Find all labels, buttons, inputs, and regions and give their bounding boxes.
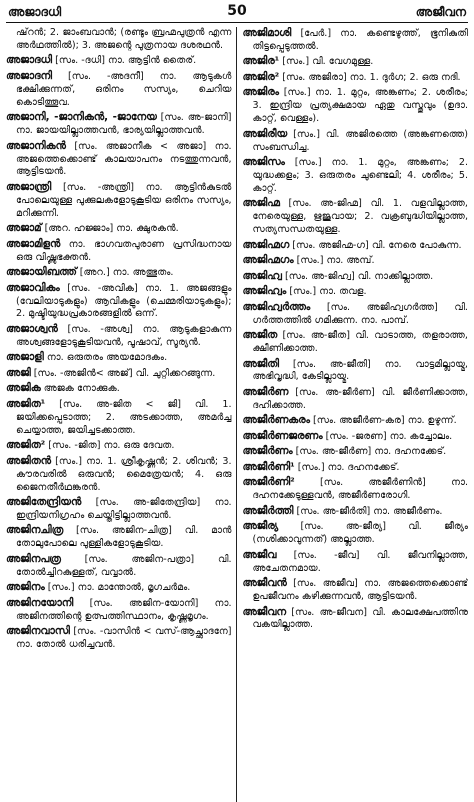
entry-definition: [സം. -അന്ത്രി] നാ. ആട്ടിൻകുടൽ പോലെയുള്ള പുക്കുലകളോടുകൂടിയ ഒരിനം സസ്യം, മറിക്കുന്നി. — [16, 181, 232, 219]
dictionary-entry — [6, 351, 232, 365]
entry-definition: [സം.] വി. അജിരത്തെ (അങ്കണത്തെ) സംബന്ധിച്ച. — [252, 128, 468, 153]
dictionary-entry — [242, 270, 468, 284]
header-left-guideword: അജാദധി — [8, 5, 62, 19]
entry-definition: [സം. അ-ജാനി] നാ. ജായയില്ലാത്തവൻ, ഭാര്യയില്ലാത്തവൻ. — [16, 112, 232, 137]
columns — [6, 27, 468, 802]
dictionary-entry — [6, 323, 232, 350]
entry-definition: [സം. അ-ജിഹ്വ] വി. നാക്കില്ലാത്ത. — [284, 270, 434, 282]
dictionary-entry — [242, 549, 468, 576]
dictionary-entry — [242, 128, 468, 155]
entry-headword: അജിതൻ — [6, 454, 51, 467]
entry-headword: അജായിബത്ത് — [6, 266, 77, 279]
entry-headword: അജാനികൻ — [6, 139, 66, 152]
entry-headword: അജിനപത്ര — [6, 552, 61, 565]
entry-headword: അജിമാശി — [242, 27, 292, 39]
dictionary-entry — [6, 597, 232, 624]
dictionary-entry — [242, 86, 468, 126]
entry-definition: [സം. -ജിത] നാ. ഒരു ദേവത. — [48, 440, 175, 452]
entry-definition: [സം. അ-ജീതി] നാ. വാട്ടമില്ലായ്മ, അഭിവൃദ്ധി, കേടില്ലായ്മ. — [252, 358, 468, 383]
entry-definition: [സം.] നാ. 1. ശ്രീകൃഷ്ണൻ; 2. ശിവൻ; 3. കൗരവരിൽ ഒരുവൻ; മൈത്രേയൻ; 4. ഒരു ജൈനതീർഥങ്കരൻ. — [16, 455, 232, 493]
entry-headword: അജാദധി — [6, 54, 53, 67]
entry-definition: [സം. -ജരണ] നാ. കച്ചോലം. — [325, 430, 453, 442]
dictionary-entry — [6, 398, 232, 438]
entry-headword: അജിനവാസി — [6, 625, 70, 638]
entry-definition: നാ. ഭാഗവതപുരാണ പ്രസിദ്ധനായ ഒരു വിഷ്ണുഭക്തൻ. — [16, 238, 232, 263]
entry-headword: അജാനി, -ജാനികൻ, -ജാനേയ — [6, 111, 157, 124]
entry-headword: അജിഹ്മ — [242, 197, 280, 210]
page-number: 50 — [227, 3, 247, 19]
entry-headword: അജാന്ത്രി — [6, 180, 52, 193]
entry-definition: [അറ. ഹജ്ജാം] നാ. ക്ഷുരകൻ. — [44, 223, 179, 235]
entry-definition: [സം. അജിഹ്വഗർത്ത] വി. ഗർത്തത്തിൽ ഗമിക്കുന്ന. നാ. പാമ്പ്. — [252, 301, 468, 326]
entry-definition: [സം. അ-ജിതേന്ദ്രിയ] നാ. ഇന്ദ്രിയനിഗ്രഹം ചെയ്തിട്ടില്ലാത്തവൻ. — [16, 497, 232, 521]
entry-definition: [സം.] വി. വേഗമുള്ള. — [282, 56, 374, 68]
entry-headword: അജീവൻ — [242, 577, 287, 590]
entry-headword: അജാളി — [6, 351, 44, 364]
entry-definition: ഷ്‌റൻ; 2. ജാംബവാൻ; (രണ്ടും ബ്രഹ്മപുത്രൻ എന്ന അർഥത്തിൽ); 3. അജന്റെ പുത്രനായ ദശരഥൻ. — [16, 27, 232, 51]
header-right-guideword: അജീവന — [415, 5, 466, 19]
entry-headword: അജീർണജരണം — [242, 429, 323, 442]
dictionary-entry — [242, 239, 468, 253]
entry-headword: അജിര² — [242, 70, 280, 83]
entry-headword: അജിനയോനി — [6, 596, 74, 609]
dictionary-entry — [6, 140, 232, 180]
dictionary-entry — [242, 71, 468, 85]
entry-headword: അജാവികം — [6, 281, 60, 294]
entry-definition: [സം.] നാ. 1. മുറ്റം, അങ്കണം; 2. ശരീരം; 3. ഇന്ദ്രിയ പ്രത്യക്ഷമായ ഏതു വസ്തുവും (ഉദാ. കാറ്റ്, വെള്ളം). — [252, 87, 468, 125]
dictionary-entry — [6, 496, 232, 523]
entry-headword: അജിഹ്വർത്തം — [242, 300, 311, 313]
entry-headword: അജീവ — [242, 548, 277, 561]
entry-definition: [സം. -ദധി] നാ. ആട്ടിൻ തൈര്. — [55, 55, 197, 67]
dictionary-entry — [242, 445, 468, 459]
entry-definition: [സം. അജീർണ-കര] നാ. ഉഴുന്ന്. — [313, 415, 457, 427]
entry-definition: [സം. അജിന-പത്രാ] വി. തോൽച്ചിറകുള്ളത്, വവ്വാൽ. — [16, 553, 232, 578]
entry-definition: [സം.] നാ. അമ്പ്. — [296, 255, 375, 267]
dictionary-entry — [6, 27, 232, 53]
dictionary-entry — [6, 70, 232, 110]
dictionary-entry — [242, 461, 468, 475]
entry-definition: [സം. അ-ജിഹ്മ] വി. 1. വളവില്ലാത്ത, നേരെയുള്ള, ഋജുവായ; 2. വക്രബുദ്ധിയില്ലാത്ത, സത്യസന്ധതയുള്ള. — [252, 198, 468, 236]
entry-headword: അജീര്യ — [242, 520, 279, 533]
entry-definition: [സം. അ-ജീത] വി. വാടാത്ത, തളരാത്ത, ക്ഷീണിക്കാത്ത. — [252, 330, 468, 355]
entry-definition: [സം. അജീർണിൻ] നാ. ദഹനക്കേടുള്ളവൻ, അജീർണരോഗി. — [252, 477, 468, 502]
dictionary-entry — [6, 455, 232, 495]
dictionary-entry — [6, 238, 232, 265]
right-column — [236, 27, 468, 802]
dictionary-entry — [6, 222, 232, 236]
dictionary-entry — [6, 625, 232, 652]
entry-definition: [സം. അ-ജീർതി] നാ. അജീർണം. — [296, 505, 443, 517]
entry-definition: [സം. അ-ജീര്യ] വി. ജീര്യം (നശിക്കാവുന്നത്) അല്ലാത്ത. — [252, 521, 468, 546]
entry-headword: അജിര¹ — [242, 55, 280, 68]
entry-headword: അജാമിളൻ — [6, 237, 61, 250]
dictionary-entry — [6, 382, 232, 396]
entry-headword: അജിനചിത്ര — [6, 524, 64, 537]
dictionary-entry — [242, 329, 468, 356]
entry-headword: അജി — [6, 366, 31, 379]
dictionary-entry — [242, 55, 468, 69]
entry-headword: അജിക — [6, 382, 41, 395]
dictionary-entry — [6, 553, 232, 580]
left-column — [6, 27, 236, 802]
entry-definition: [സം. അ-ജീവന] വി. കാലക്ഷേപത്തിനു വകയില്ലാത്ത. — [252, 606, 468, 631]
entry-headword: അജിത¹ — [6, 397, 46, 410]
entry-headword: അജിഹ്വം — [242, 285, 287, 298]
page-header — [6, 4, 468, 23]
entry-definition: [സം. അജിഹ്മ-ഗ] വി. നേരെ പോകുന്ന. — [292, 239, 462, 251]
entry-headword: അജിനം — [6, 581, 45, 594]
entry-definition: [സം.] നാ. ദഹനക്കേട്. — [297, 461, 400, 473]
entry-definition: [സം. -അദനീ] നാ. ആടുകൾ ഭക്ഷിക്കുന്നത്, ഒരിനം സസ്യം, ചെറിയ കൊടിത്തൂവ. — [16, 70, 232, 108]
entry-definition: [അറ.] നാ. അത്ഭുതം. — [79, 267, 174, 279]
entry-headword: അജിതേന്ദ്രിയൻ — [6, 496, 82, 508]
entry-definition: [സം. അജിരാ] നാ. 1. ദുർഗ; 2. ഒരു നദി. — [282, 71, 461, 83]
entry-definition: [സം. -അശ്വ] നാ. ആടുകളാകുന്ന അശ്വങ്ങളോടുകൂടിയവൻ, പൂഷാവ്, സൂര്യൻ. — [16, 323, 232, 348]
dictionary-entry — [6, 524, 232, 551]
entry-headword: അജാമ് — [6, 222, 42, 235]
dictionary-entry — [6, 367, 232, 381]
dictionary-entry — [242, 301, 468, 328]
entry-definition: [സം. അജിന-ചിത്ര] വി. മാൻ തോലുപോലെ പുള്ളികളോടുകൂടിയ. — [16, 525, 232, 550]
entry-definition: [സം. -വാസിൻ < വസ്-ആച്ഛാദനേ] നാ. തോൽ ധരിച്ചവൻ. — [16, 626, 232, 651]
entry-headword: അജീർണം — [242, 445, 293, 458]
entry-headword: അജീർണകരം — [242, 414, 310, 427]
entry-definition: [സം. -അവിക] നാ. 1. അജങ്ങളും (വേലിയാടുകളും) ആവികളും (ചെമ്മരിയാടുകളും); 2. മുഷ്ടിയുദ്ധപ്രകാരങ്ങളിൽ ഒന്ന്. — [16, 282, 232, 320]
entry-headword: അജിഹ്മഗം — [242, 254, 294, 267]
entry-definition: [സം. -ജീവ] വി. ജീവനില്ലാത്ത, അചേതനമായ. — [252, 549, 468, 574]
dictionary-entry — [6, 111, 232, 138]
entry-headword: അജീർത്തി — [242, 504, 294, 517]
dictionary-entry — [6, 282, 232, 322]
entry-headword: അജിഹ്വ — [242, 269, 282, 282]
dictionary-entry — [242, 476, 468, 503]
entry-definition: അജക നോക്കുക. — [43, 383, 120, 395]
entry-headword: അജാശ്വൻ — [6, 322, 58, 335]
dictionary-entry — [242, 285, 468, 299]
dictionary-entry — [242, 156, 468, 196]
entry-headword: അജിരം — [242, 86, 279, 99]
entry-definition: നാ. ഒരുതരം അയമോദകം. — [46, 352, 168, 364]
entry-headword: അജാദനി — [6, 69, 53, 82]
entry-headword: അജീർണി² — [242, 476, 295, 489]
entry-definition: [സം.] നാ. തവള. — [289, 286, 367, 298]
dictionary-entry — [242, 505, 468, 519]
entry-definition: [പേർ.] നാ. കണ്ടെഴുത്ത്, ഭൂനികുതി തിട്ടപ്പെടുത്തൽ. — [252, 28, 468, 52]
entry-definition: [സം.] നാ. മാന്തോൽ, മൃഗചർമം. — [47, 582, 191, 594]
dictionary-entry — [242, 577, 468, 604]
dictionary-entry — [242, 358, 468, 385]
dictionary-entry — [242, 606, 468, 633]
dictionary-entry — [242, 254, 468, 268]
dictionary-entry — [242, 430, 468, 444]
entry-definition: [സം. അ-ജീർണ] വി. ജീർണിക്കാത്ത, ദഹിക്കാത്ത. — [252, 386, 468, 411]
entry-headword: അജീത — [242, 329, 278, 342]
entry-definition: [സം. -അജിൻ< അജ്] വി. ചുറ്റിക്കറങ്ങുന്ന. — [33, 367, 216, 379]
dictionary-entry — [242, 27, 468, 54]
entry-definition: [സം. അ-ജിത < ജി] വി. 1. ജയിക്കപ്പെടാത്ത; 2. അടക്കാത്ത, അമർച്ച ചെയ്യാത്ത, ജയിച്ചടക്കാത്ത. — [16, 398, 232, 436]
dictionary-entry — [242, 386, 468, 413]
entry-headword: അജീർണി¹ — [242, 460, 295, 473]
dictionary-entry — [6, 439, 232, 453]
dictionary-entry — [242, 197, 468, 237]
entry-headword: അജീർണ — [242, 385, 289, 398]
entry-definition: [സം. അജിന-യോനി] നാ. അജിനത്തിന്റെ ഉത്പത്തിസ്ഥാനം, കൃഷ്ണമൃഗം. — [16, 597, 232, 622]
dictionary-entry — [6, 581, 232, 595]
dictionary-entry — [242, 414, 468, 428]
entry-headword: അജീവന — [242, 605, 286, 618]
entry-definition: [സം. അ-ജീർണ] നാ. ദഹനക്കേട്. — [295, 446, 447, 458]
dictionary-entry — [6, 54, 232, 68]
dictionary-entry — [6, 181, 232, 221]
entry-definition: [സം. അജീവ] നാ. അജത്തെക്കൊണ്ട് ഉപജീവനം കഴിക്കുന്നവൻ, ആട്ടിടയൻ. — [252, 578, 468, 602]
entry-headword: അജീതി — [242, 357, 279, 370]
entry-headword: അജിരീയ — [242, 127, 288, 140]
dictionary-entry — [242, 520, 468, 547]
entry-headword: അജിത² — [6, 439, 46, 452]
entry-definition: [സം.] നാ. 1. മുറ്റം, അങ്കണം; 2. യുദ്ധക്കളം; 3. ഒരുതരം ചുണ്ടെലി; 4. ശരീരം; 5. കാറ്റ്. — [252, 157, 468, 194]
dictionary-entry — [6, 266, 232, 280]
entry-headword: അജിഹ്മഗ — [242, 238, 290, 251]
entry-definition: [സം. അജാനീക < അജാ] നാ. അജത്തെക്കൊണ്ട് കാലയാപനം നടത്തുന്നവൻ, ആട്ടിടയൻ. — [16, 140, 232, 178]
entry-headword: അജിസം — [242, 156, 285, 169]
